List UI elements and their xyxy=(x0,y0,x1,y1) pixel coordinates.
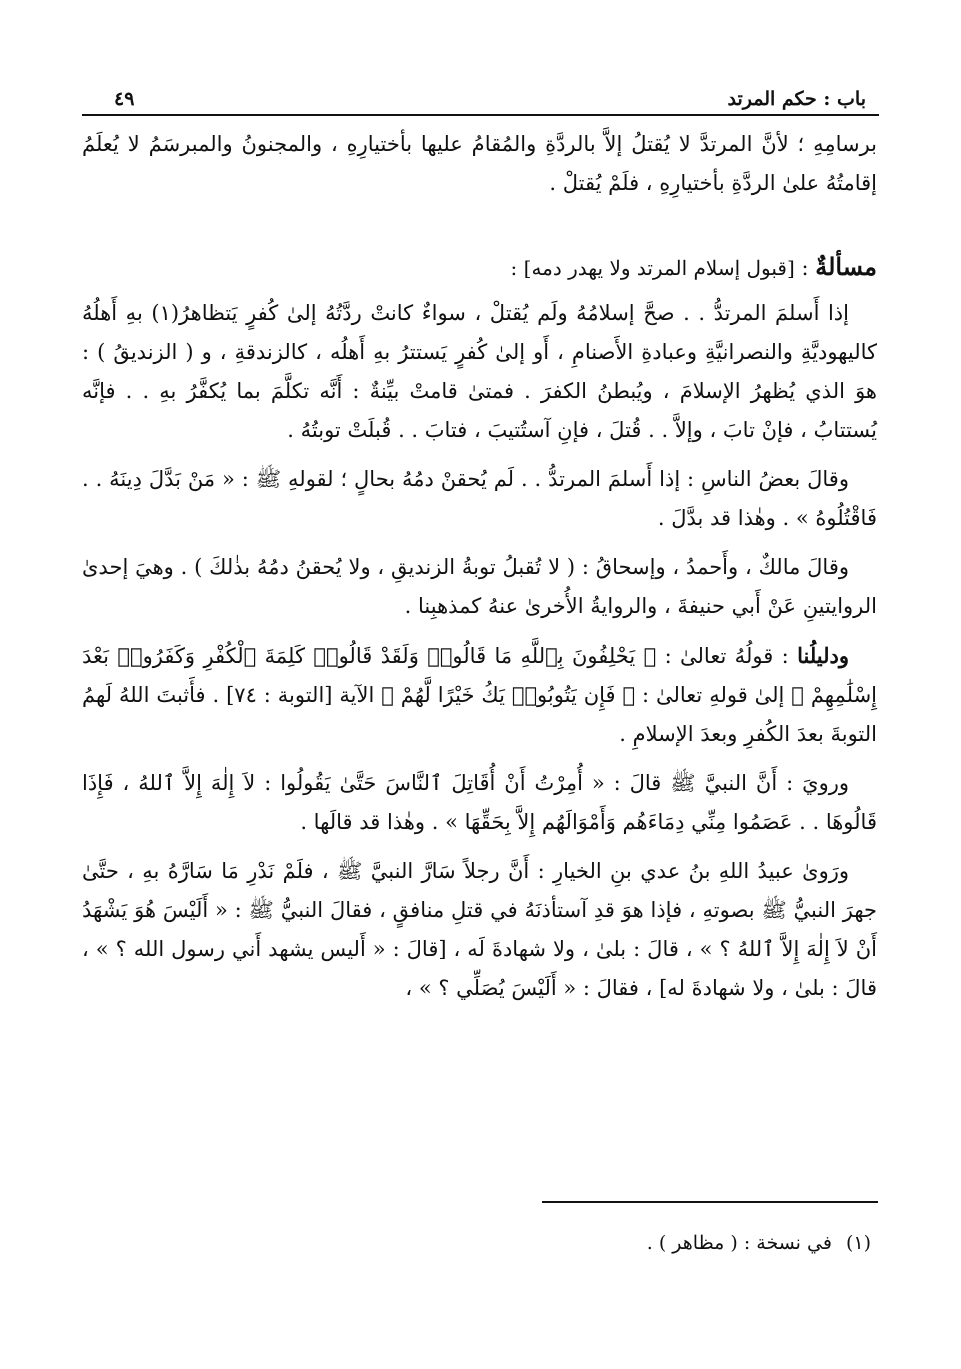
evidence-lead: ودليلُنا xyxy=(797,643,849,668)
header-divider xyxy=(82,114,879,116)
page-header xyxy=(114,80,866,110)
evidence-text: : قولُهُ تعالىٰ : ﴿ يَحْلِفُونَ بِٱللَّهِ مَا قَالُوا۟ وَلَقَدْ قَالُوا۟ كَلِمَةَ ٱلْكُفْرِ وَكَفَرُوا۟ بَعْدَ إِسْلَٰمِهِمْ ﴾ إلىٰ قولهِ تعالىٰ : ﴿ فَإِن يَتُوبُوا۟ يَكُ خَيْرًا لَّهُمْ ﴾ الآية [التوبة : ٧٤] . فأَثبتَ اللهُ لَهمُ التوبةَ بعدَ الكُفرِ وبعدَ الإسلامِ . xyxy=(82,644,878,746)
paragraph-ruling: إذا أَسلمَ المرتدُّ . . صحَّ إسلامُهُ ولَم يُقتلْ ، سواءٌ كانتْ ردَّتُهُ إلىٰ كُفرٍ يَتظاهرُ(١) بهِ أَهلُهُ كاليهوديَّةِ والنصرانيَّةِ وعبادةِ الأَصنامِ ، أَو إلىٰ كُفرٍ يَستترُ بهِ أَهلُه ، كالزندقةِ ، و ( الزنديقُ ) : هوَ الذي يُظهرُ الإسلامَ ، ويُبطنُ الكفرَ . فمتىٰ قامتْ بيِّنةٌ : أَنَّه تكلَّمَ بما يُكفَّرُ بهِ . . فإنَّه يُستتابُ ، فإنْ تابَ ، وإلاَّ . . قُتلَ ، فإنِ آستُتيبَ ، فتابَ . . قُبلَتْ توبتُهُ . xyxy=(82,301,877,442)
footnote-text: في نسخة : ( مظاهر ) . xyxy=(646,1232,832,1254)
issue-title: [قبول إسلام المرتد ولا يهدر دمه] : xyxy=(510,256,795,280)
paragraph-hadith-2: ورَوىٰ عبيدُ اللهِ بنُ عدي بنِ الخيارِ : أَنَّ رجلاً سَارَّ النبيَّ ﷺ ، فلَمْ نَدْرِ مَا سَارَّهُ بهِ ، حتَّىٰ جهرَ النبيُّ ﷺ بصوتهِ ، فإذا هوَ قدِ آستأذنَهُ في قتلِ منافقٍ ، فقالَ النبيُّ ﷺ : « أَلَيْسَ هُوَ يَشْهَدُ أَنْ لاَ إِلٰهَ إِلاَّ ٱللهُ ؟ » ، قالَ : بلىٰ ، ولا شهادةَ لَه ، [قالَ : « أَليس يشهد أَني رسول الله ؟ » ، قالَ : بلىٰ ، ولا شهادةَ له] ، فقالَ : « أَلَيْسَ يُصَلِّي ؟ » ، xyxy=(82,859,877,1000)
paragraph-evidence xyxy=(82,636,877,754)
issue-heading xyxy=(82,247,877,288)
issue-label: مسألةٌ xyxy=(815,252,877,281)
page-number: ٤٩ xyxy=(114,88,135,110)
paragraph-opinion-some: وقالَ بعضُ الناسِ : إذا أَسلمَ المرتدُّ . . لَم يُحقنْ دمُهُ بحالٍ ؛ لقولهِ ﷺ : « مَنْ بَدَّلَ دِينَهُ . . فَاقْتُلُوهُ » . وهٰذا قد بدَّلَ . xyxy=(82,467,877,530)
footnote-number: (١) xyxy=(845,1232,871,1254)
chapter-title: باب : حكم المرتد xyxy=(727,88,866,110)
paragraph-hadith-1: ورويَ : أَنَّ النبيَّ ﷺ قالَ : « أُمِرْتُ أَنْ أُقَاتِلَ ٱلنَّاسَ حَتَّىٰ يَقُولُوا : لاَ إِلٰهَ إِلاَّ ٱللهُ ، فَإِذَا قَالُوهَا . . عَصَمُوا مِنِّي دِمَاءَهُم وَأَمْوَالَهُم إِلاَّ بِحَقِّهَا » . وهٰذا قد قالَها . xyxy=(82,771,877,834)
footnote-divider xyxy=(542,1201,878,1203)
main-text xyxy=(82,125,877,1008)
issue-colon: : xyxy=(794,256,816,280)
footnote xyxy=(647,1232,871,1254)
paragraph-opinion-malik: وقالَ مالكٌ ، وأَحمدُ ، وإسحاقُ : ( لا تُقبلُ توبةُ الزنديقِ ، ولا يُحقنُ دمُهُ بذٰلكَ ) . وهيَ إحدىٰ الروايتينِ عَنْ أَبي حنيفةَ ، والروايةُ الأُخرىٰ عنهُ كمذهبِنا . xyxy=(82,555,877,618)
paragraph-continuation: برسامِهِ ؛ لأنَّ المرتدَّ لا يُقتلُ إلاَّ بالردَّةِ والمُقامُ عليها بأختيارِهِ ، والمجنونُ والمبرسَمُ لا يُعلَمُ إقامتُهُ علىٰ الردَّةِ بأختيارِهِ ، فلَمْ يُقتلْ . xyxy=(82,132,877,195)
